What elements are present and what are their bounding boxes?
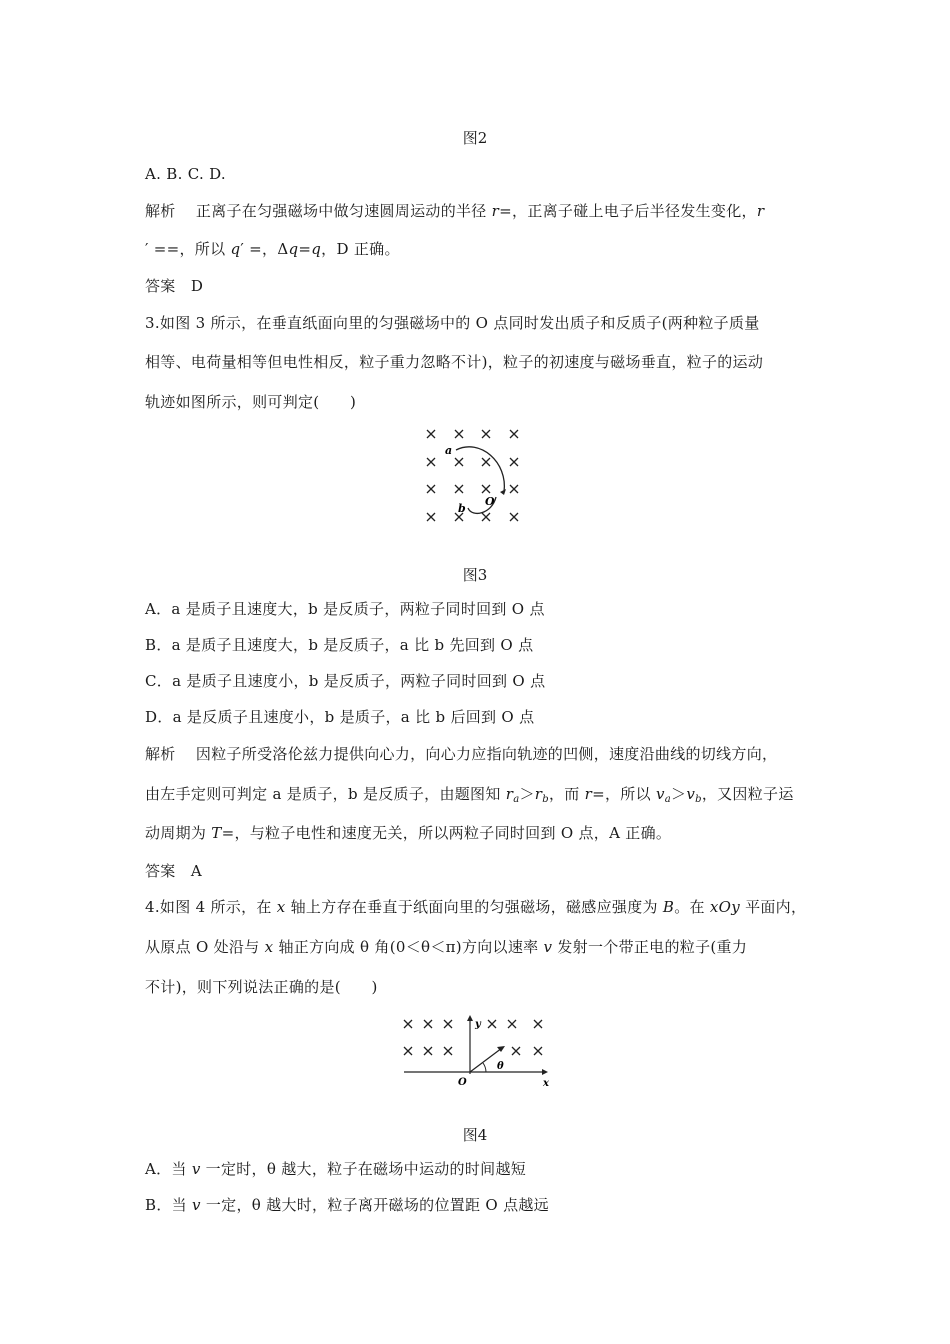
- q3-stem-line-1: 3.如图 3 所示，在垂直纸面向里的匀强磁场中的 O 点同时发出质子和反质子(两种粒子质量: [145, 314, 760, 332]
- q4-stem-text: 轴正方向成 θ 角(0＜θ＜π)方向以速率: [273, 938, 544, 956]
- trajectory-a-arrow: [500, 489, 506, 495]
- magnetic-field-crosses: [427, 430, 518, 521]
- q3-stem-line-2: 相等、电荷量相等但电性相反，粒子重力忽略不计)，粒子的初速度与磁场垂直，粒子的运动: [145, 353, 764, 371]
- label-y: y: [475, 1019, 481, 1030]
- q4-stem-text: 发射一个带正电的粒子(重力: [552, 938, 748, 956]
- q2-analysis-label: 解析: [145, 202, 176, 220]
- figure-3-magnetic-field-diagram: [418, 422, 534, 530]
- q4-option-text: A．当: [145, 1160, 192, 1178]
- var-r: r: [534, 785, 543, 803]
- q3-option-a: A．a 是质子且速度大，b 是反质子，两粒子同时回到 O 点: [145, 600, 545, 618]
- x-axis-arrow: [542, 1069, 548, 1075]
- q3-analysis-text: ，而: [548, 785, 585, 803]
- var-q: q: [311, 240, 322, 258]
- label-origin-o: O: [485, 495, 495, 508]
- answer-value: A: [190, 862, 202, 880]
- q4-option-text: B．当: [145, 1196, 192, 1214]
- q2-answer: [145, 276, 203, 296]
- y-axis-arrow: [467, 1015, 473, 1021]
- q4-option-text: 一定时，θ 越大，粒子在磁场中运动的时间越短: [200, 1160, 527, 1178]
- var-q: q: [288, 240, 299, 258]
- var-r: r: [584, 785, 593, 803]
- operator: ＞: [671, 785, 687, 803]
- q3-option-b: B．a 是质子且速度大，b 是反质子，a 比 b 先回到 O 点: [145, 636, 534, 654]
- subscript: a: [664, 794, 672, 805]
- q2-analysis-text: ，D 正确。: [321, 240, 400, 258]
- magnetic-field-crosses: [404, 1020, 542, 1055]
- var-v: v: [543, 938, 553, 956]
- q3-analysis-line-1: [145, 744, 777, 764]
- q4-option-a: [145, 1159, 526, 1179]
- subscript: b: [695, 794, 702, 805]
- label-a: a: [445, 444, 453, 457]
- subscript: a: [513, 794, 520, 805]
- figure-4-coordinate-diagram: [398, 1012, 558, 1090]
- label-b: b: [458, 502, 466, 515]
- label-origin-o: O: [458, 1077, 467, 1088]
- var-b: B: [662, 898, 675, 916]
- q2-analysis-line-2: [145, 239, 400, 259]
- label-x: x: [543, 1078, 549, 1089]
- q4-stem-text: 轴上方存在垂直于纸面向里的匀强磁场，磁感应强度为: [285, 898, 663, 916]
- q3-stem-line-3: 轨迹如图所示，则可判定( ): [145, 393, 357, 411]
- q3-analysis-text: 由左手定则可判定 a 是质子，b 是反质子，由题图知: [145, 785, 506, 803]
- q2-analysis-text: ′ ==，所以: [145, 240, 231, 258]
- var-v: v: [686, 785, 696, 803]
- var-q: q: [230, 240, 241, 258]
- q2-analysis-text: 正离子在匀强磁场中做匀速圆周运动的半径: [195, 202, 492, 220]
- label-theta: θ: [497, 1061, 504, 1072]
- var-xoy: xOy: [709, 898, 741, 916]
- subscript: b: [542, 794, 549, 805]
- q2-analysis-line-1: [145, 201, 764, 221]
- var-x: x: [264, 938, 274, 956]
- var-x: x: [276, 898, 286, 916]
- q2-analysis-text: ′ =，Δ: [240, 240, 289, 258]
- answer-label: 答案: [145, 862, 176, 880]
- var-v: v: [192, 1196, 201, 1214]
- q4-stem-line-2: [145, 937, 747, 957]
- q3-analysis-text: 因粒子所受洛伦兹力提供向心力，向心力应指向轨迹的凹侧，速度沿曲线的切线方向，: [195, 745, 778, 763]
- q3-analysis-text: =，与粒子电性和速度无关，所以两粒子同时回到 O 点，A 正确。: [221, 824, 672, 842]
- q3-analysis-text: ，又因粒子运: [701, 785, 794, 803]
- q4-stem-text: 从原点 O 处沿与: [145, 938, 265, 956]
- q2-analysis-text: =，正离子碰上电子后半径发生变化，: [499, 202, 757, 220]
- var-r: r: [491, 202, 500, 220]
- var-r: r: [505, 785, 514, 803]
- figure-2-caption: 图2: [462, 129, 488, 147]
- q4-option-text: 一定，θ 越大时，粒子离开磁场的位置距 O 点越远: [200, 1196, 549, 1214]
- var-r: r: [756, 202, 765, 220]
- theta-arc: [483, 1063, 486, 1072]
- q4-stem-text: 4.如图 4 所示，在: [145, 898, 277, 916]
- q3-analysis-text: 动周期为: [145, 824, 212, 842]
- var-v: v: [655, 785, 665, 803]
- answer-label: 答案: [145, 277, 176, 295]
- q4-option-b: [145, 1195, 549, 1215]
- q4-stem-line-3: 不计)，则下列说法正确的是( ): [145, 978, 378, 996]
- figure-3-caption: 图3: [462, 566, 488, 584]
- q3-option-c: C．a 是质子且速度小，b 是反质子，两粒子同时回到 O 点: [145, 672, 546, 690]
- answer-value: D: [190, 277, 204, 295]
- trajectory-a: [456, 447, 504, 492]
- q4-stem-text: 。在: [674, 898, 710, 916]
- operator: ＞: [519, 785, 535, 803]
- q3-analysis-line-3: [145, 823, 671, 843]
- q3-answer: [145, 861, 202, 881]
- q4-stem-line-1: [145, 897, 806, 917]
- q4-stem-text: 平面内，: [740, 898, 807, 916]
- q2-analysis-text: =: [298, 240, 312, 258]
- q3-analysis-label: 解析: [145, 745, 176, 763]
- q2-options: A. B. C. D.: [145, 165, 226, 183]
- var-t: T: [211, 824, 222, 842]
- var-v: v: [191, 1160, 201, 1178]
- q3-analysis-line-2: [145, 784, 794, 810]
- q3-analysis-text: =，所以: [592, 785, 656, 803]
- figure-4-caption: 图4: [462, 1126, 488, 1144]
- q3-option-d: D．a 是反质子且速度小，b 是质子，a 比 b 后回到 O 点: [145, 708, 535, 726]
